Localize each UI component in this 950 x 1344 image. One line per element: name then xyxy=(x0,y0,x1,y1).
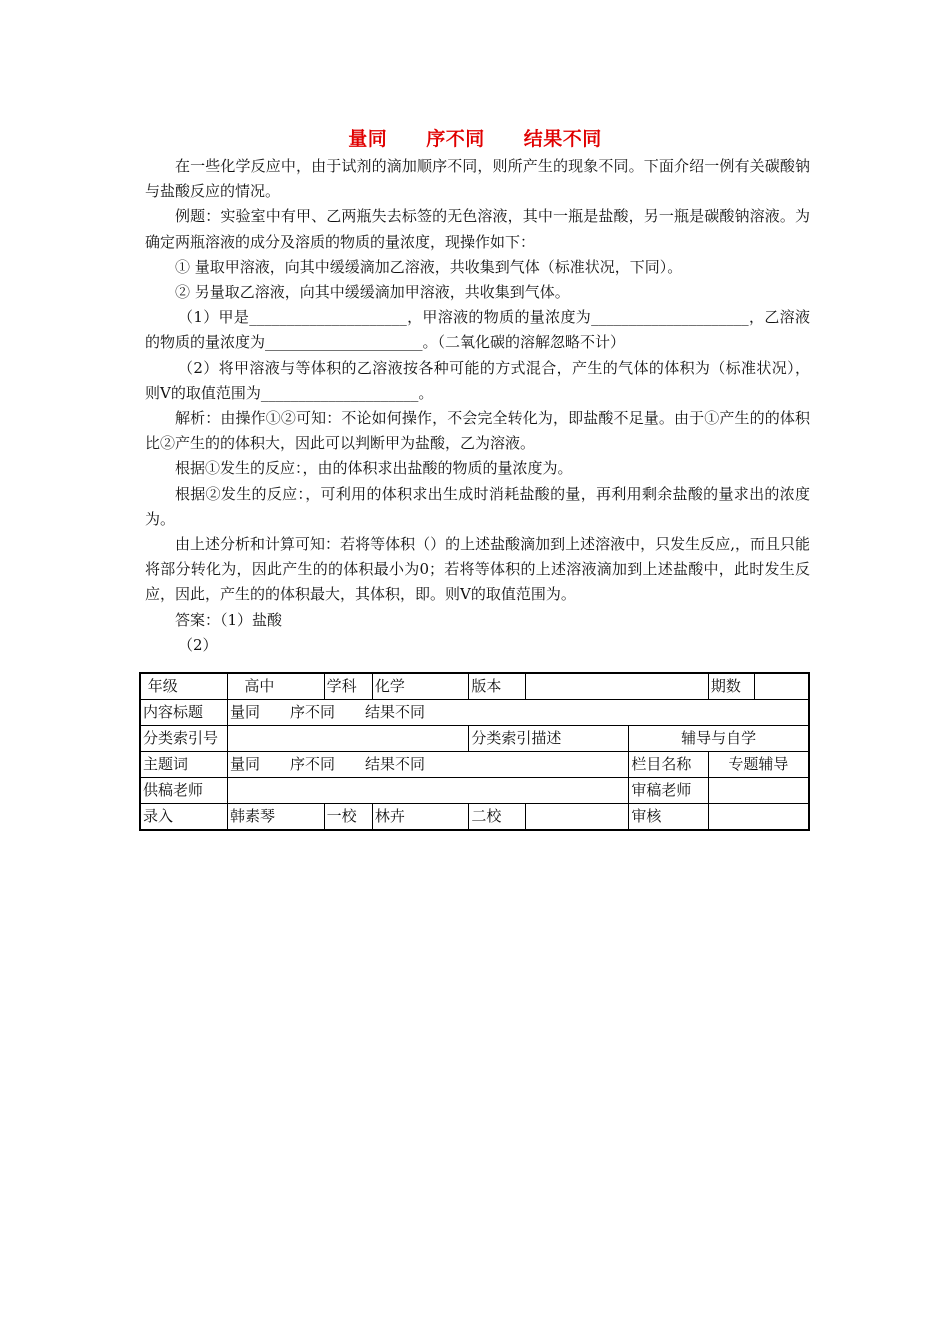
answer-two-paragraph: （2） xyxy=(178,635,218,654)
index-desc-label-cell: 分类索引描述 xyxy=(469,726,629,752)
metadata-table xyxy=(139,672,810,831)
grade-value-cell: 高中 xyxy=(228,673,325,700)
column-value-cell: 专题辅导 xyxy=(708,752,809,778)
table-row xyxy=(140,752,809,778)
subject-value-cell: 化学 xyxy=(372,673,469,700)
contributor-value-cell xyxy=(228,778,629,804)
table-row xyxy=(140,726,809,752)
entry-value-cell: 韩素琴 xyxy=(228,804,325,831)
reviewer-label-cell: 审稿老师 xyxy=(629,778,708,804)
entry-label-cell: 录入 xyxy=(140,804,228,831)
edition-value-cell xyxy=(525,673,708,700)
issue-label-cell: 期数 xyxy=(708,673,754,700)
column-label-cell: 栏目名称 xyxy=(629,752,708,778)
reaction-one-paragraph: 根据①发生的反应：，由的体积求出盐酸的物质的量浓度为。 xyxy=(175,459,573,478)
reviewer-value-cell xyxy=(708,778,809,804)
index-label-cell: 分类索引号 xyxy=(140,726,228,752)
keyword-value-cell: 量同 序不同 结果不同 xyxy=(228,752,629,778)
index-desc-value-cell: 辅导与自学 xyxy=(629,726,809,752)
audit-label-cell: 审核 xyxy=(629,804,708,831)
content-title-value-cell: 量同 序不同 结果不同 xyxy=(228,700,809,726)
first-proof-label-cell: 一校 xyxy=(324,804,372,831)
document-body xyxy=(145,154,810,658)
title-text: 量同 序不同 结果不同 xyxy=(348,128,602,150)
subject-label-cell: 学科 xyxy=(324,673,372,700)
audit-value-cell xyxy=(708,804,809,831)
contributor-label-cell: 供稿老师 xyxy=(140,778,228,804)
question-two-paragraph: （2）将甲溶液与等体积的乙溶液按各种可能的方式混合，产生的气体的体积为（标准状况），则V的取值范围为_____________________。 xyxy=(145,358,810,402)
answer-paragraph: 答案：（1）盐酸 xyxy=(175,610,283,629)
analysis-paragraph: 解析：由操作①②可知：不论如何操作，不会完全转化为，即盐酸不足量。由于①产生的的体积比②产生的的体积大，因此可以判断甲为盐酸，乙为溶液。 xyxy=(145,409,810,453)
issue-value-cell xyxy=(755,673,809,700)
edition-label-cell: 版本 xyxy=(469,673,525,700)
first-proof-value-cell: 林卉 xyxy=(372,804,469,831)
index-value-cell xyxy=(228,726,469,752)
document-title xyxy=(0,124,950,151)
example-paragraph: 例题：实验室中有甲、乙两瓶失去标签的无色溶液，其中一瓶是盐酸，另一瓶是碳酸钠溶液。为确定两瓶溶液的成分及溶质的物质的量浓度，现操作如下： xyxy=(145,207,810,251)
content-title-label-cell: 内容标题 xyxy=(140,700,228,726)
step-one-paragraph: ① 量取甲溶液，向其中缓缓滴加乙溶液，共收集到气体（标准状况，下同）。 xyxy=(175,257,683,276)
reaction-two-paragraph: 根据②发生的反应：，可利用的体积求出生成时消耗盐酸的量，再利用剩余盐酸的量求出的浓度为。 xyxy=(145,484,810,528)
table-row xyxy=(140,673,809,700)
conclusion-paragraph: 由上述分析和计算可知：若将等体积（）的上述盐酸滴加到上述溶液中，只发生反应,，而且只能将部分转化为，因此产生的的体积最小为0；若将等体积的上述溶液滴加到上述盐酸中，此时发生反应，因此，产生的的体积最大，其体积，即。则V的取值范围为。 xyxy=(145,535,810,604)
question-one-paragraph: （1）甲是_____________________，甲溶液的物质的量浓度为_____________________，乙溶液的物质的量浓度为_____________________。（二氧化碳的溶解忽略不计） xyxy=(145,308,810,352)
table-row xyxy=(140,778,809,804)
table-row xyxy=(140,700,809,726)
intro-paragraph: 在一些化学反应中，由于试剂的滴加顺序不同，则所产生的现象不同。下面介绍一例有关碳酸钠与盐酸反应的情况。 xyxy=(145,157,810,201)
second-proof-label-cell: 二校 xyxy=(469,804,525,831)
step-two-paragraph: ② 另量取乙溶液，向其中缓缓滴加甲溶液，共收集到气体。 xyxy=(175,283,570,302)
table-row xyxy=(140,804,809,831)
grade-label-cell: 年级 xyxy=(140,673,228,700)
second-proof-value-cell xyxy=(525,804,629,831)
keyword-label-cell: 主题词 xyxy=(140,752,228,778)
